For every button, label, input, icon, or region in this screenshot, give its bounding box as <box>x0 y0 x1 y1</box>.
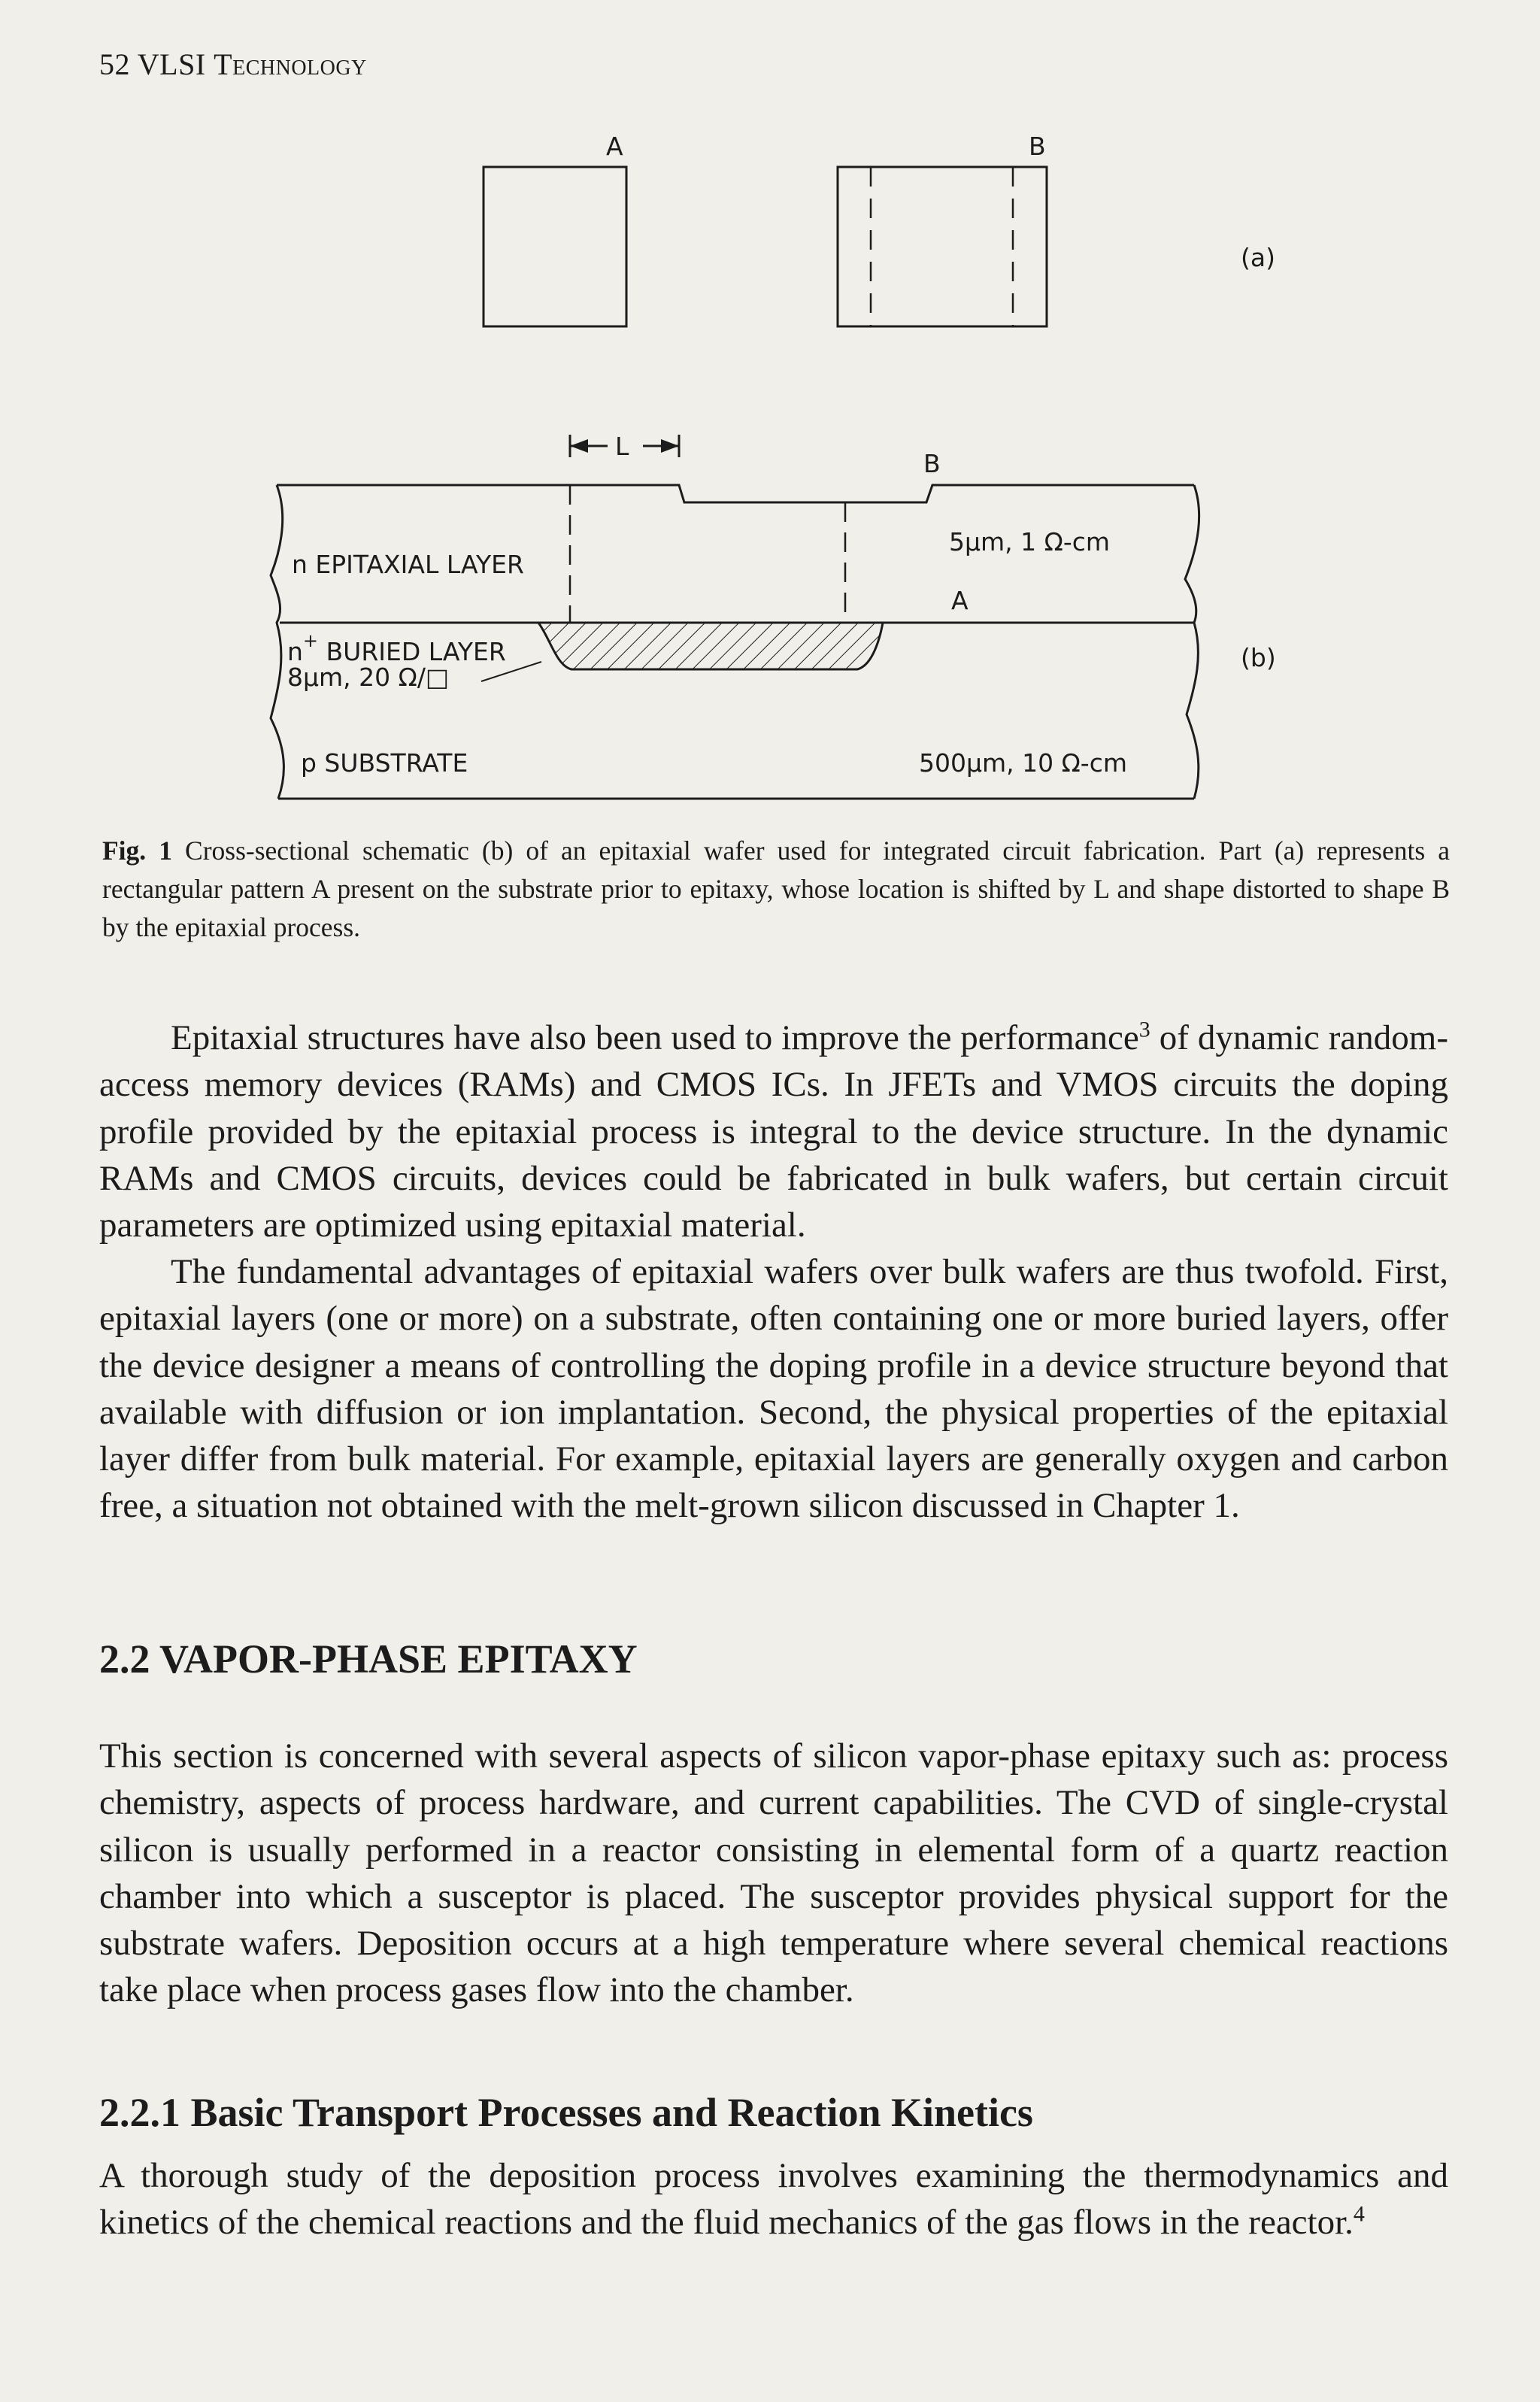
buried-layer-region <box>538 623 883 669</box>
paragraph-2: The fundamental advantages of epitaxial wafers over bulk wafers are thus twofold. First, epitaxial layers (one or more) on a substrate, often containing one or more buried layers, offer the device designer a means of controlling the doping profile in a device structure beyond that available with diffusion or ion implantation. Second, the physical properties of the epitaxial layer differ from bulk material. For example, epitaxial layers are generally oxygen and carbon free, a situation not obtained with the melt-grown silicon discussed in Chapter 1. <box>99 1252 1448 1526</box>
figure-epitaxial-wafer <box>0 0 1540 827</box>
page-number: 52 <box>99 47 130 81</box>
label-a-cross: A <box>951 586 969 615</box>
pattern-a-rectangle <box>484 167 626 326</box>
buried-layer-spec: 8µm, 20 Ω/□ <box>287 663 450 692</box>
subsection-title: 2.2.1 Basic Transport Processes and Reaction Kinetics <box>99 2090 1033 2135</box>
reference-3: 3 <box>1138 1017 1150 1042</box>
wafer-right-edge <box>1185 485 1199 799</box>
figure-caption <box>102 832 1450 947</box>
section-title: 2.2 VAPOR-PHASE EPITAXY <box>99 1636 638 1682</box>
epi-layer-label: n EPITAXIAL LAYER <box>292 550 524 579</box>
reference-4: 4 <box>1353 2201 1365 2227</box>
pattern-b-rectangle <box>838 167 1047 326</box>
buried-layer-label: n+ BURIED LAYER <box>287 630 506 666</box>
part-a-label: (a) <box>1241 243 1275 272</box>
label-b-top: B <box>1029 132 1046 161</box>
substrate-spec: 500µm, 10 Ω-cm <box>919 748 1128 778</box>
substrate-label: p SUBSTRATE <box>301 748 468 778</box>
dimension-L <box>570 432 679 461</box>
label-a-top: A <box>606 132 623 161</box>
caption-text: Cross-sectional schematic (b) of an epitaxial wafer used for integrated circuit fabrication. Part (a) represents a rectangular pattern A present on the substrate prior to epitaxy, whose location is shifted by L and shape distorted to shape B by the epitaxial process. <box>102 836 1450 942</box>
epi-layer-spec: 5µm, 1 Ω-cm <box>949 527 1111 557</box>
wafer-left-edge <box>271 485 283 799</box>
part-b-label: (b) <box>1241 643 1276 672</box>
caption-fig-label: Fig. 1 <box>102 836 172 866</box>
label-b-cross: B <box>923 449 941 478</box>
paragraph-3: This section is concerned with several aspects of silicon vapor-phase epitaxy such as: process chemistry, aspects of process hardware, and current capabilities. The CVD of single-crystal silicon is usually performed in a reactor consisting in elemental form of a quartz reaction chamber into which a susceptor is placed. The susceptor provides physical support for the substrate wafers. Deposition occurs at a high temperature where several chemical reactions take place when process gases flow into the chamber. <box>99 1736 1448 2010</box>
paragraph-1: Epitaxial structures have also been used to improve the performance$^3$ of dynamic random-access memory devices (RAMs) and CMOS ICs. In JFETs and VMOS circuits the doping profile provided by the epitaxial process is integral to the device structure. In the dynamic RAMs and CMOS circuits, devices could be fabricated in bulk wafers, but certain circuit parameters are optimized using epitaxial material. <box>99 1017 1448 1245</box>
running-title: VLSI Technology <box>137 47 367 81</box>
label-L: L <box>615 432 629 461</box>
epitaxial-surface-profile <box>277 485 1194 502</box>
figure-diagram <box>0 0 1540 827</box>
paragraph-4: A thorough study of the deposition process involves examining the thermodynamics and kinetics of the chemical reactions and the fluid mechanics of the gas flows in the reactor.$^4$ <box>99 2156 1448 2243</box>
